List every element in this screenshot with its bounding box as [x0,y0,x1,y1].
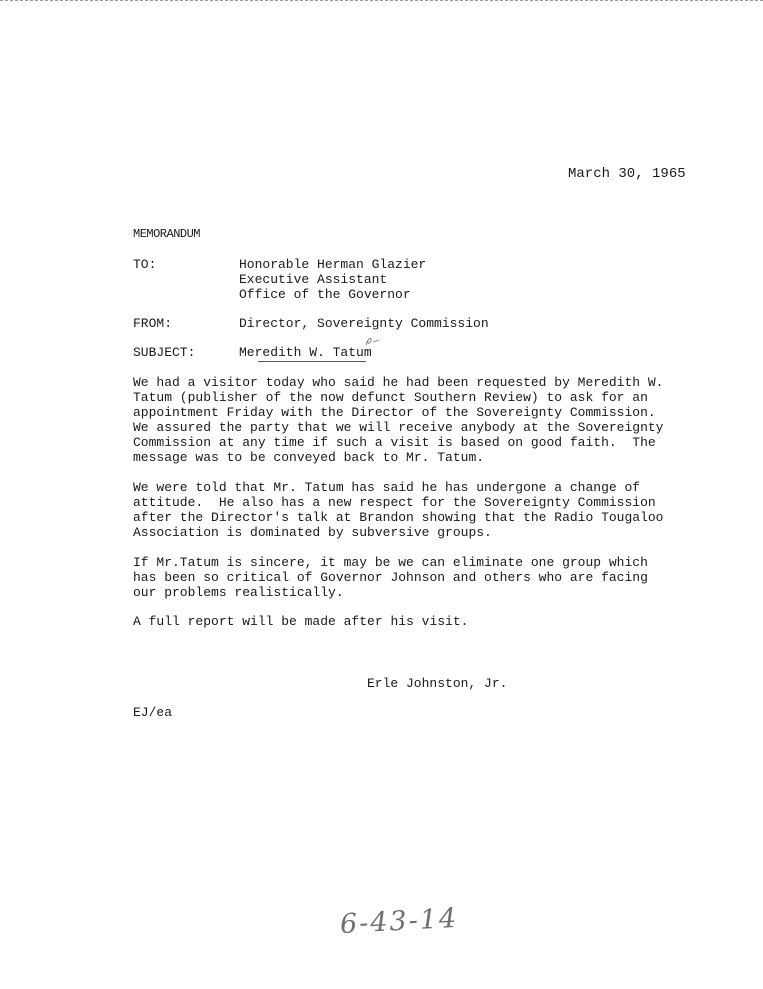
signature-name: Erle Johnston, Jr. [367,676,508,691]
page-top-border [0,0,763,1]
body-paragraph-2-line-2: attitude. He also has a new respect for the Sovereignty Commission [133,495,656,510]
body-paragraph-1-line-2: Tatum (publisher of the now defunct Southern Review) to ask for an [133,390,648,405]
to-line-name: Honorable Herman Glazier [239,257,427,272]
from-label: FROM: [133,316,173,331]
body-paragraph-3-line-3: our problems realistically. [133,585,344,600]
body-paragraph-1-line-3: appointment Friday with the Director of the Sovereignty Commission. [133,405,656,420]
body-paragraph-1-line-6: message was to be conveyed back to Mr. Tatum. [133,450,485,465]
from-value: Director, Sovereignty Commission [239,316,489,331]
body-paragraph-2-line-1: We were told that Mr. Tatum has said he has undergone a change of [133,480,641,495]
subject-handwritten-underline [258,361,366,362]
body-paragraph-1-line-1: We had a visitor today who said he had been requested by Meredith W. [133,375,664,390]
to-line-office: Office of the Governor [239,287,411,302]
body-paragraph-2-line-3: after the Director's talk at Brandon showing that the Radio Tougaloo [133,510,664,525]
to-line-title: Executive Assistant [239,272,388,287]
body-paragraph-3-line-1: If Mr.Tatum is sincere, it may be we can eliminate one group which [133,555,648,570]
body-paragraph-1-line-4: We assured the party that we will receive anybody at the Sovereignty [133,420,664,435]
subject-label: SUBJECT: [133,345,196,360]
typist-initials: EJ/ea [133,705,173,720]
to-label: TO: [133,257,157,272]
handwritten-file-number: 6-43-14 [339,902,459,941]
body-paragraph-2-line-4: Association is dominated by subversive groups. [133,525,492,540]
memo-heading: MEMORANDUM [133,227,201,241]
body-paragraph-1-line-5: Commission at any time if such a visit is based on good faith. The [133,435,656,450]
body-paragraph-4-line-1: A full report will be made after his visit. [133,614,469,629]
subject-value: Meredith W. Tatum [239,345,372,360]
body-paragraph-3-line-2: has been so critical of Governor Johnson and others who are facing [133,570,648,585]
memo-date: March 30, 1965 [568,166,686,182]
handwritten-mark [362,334,382,348]
